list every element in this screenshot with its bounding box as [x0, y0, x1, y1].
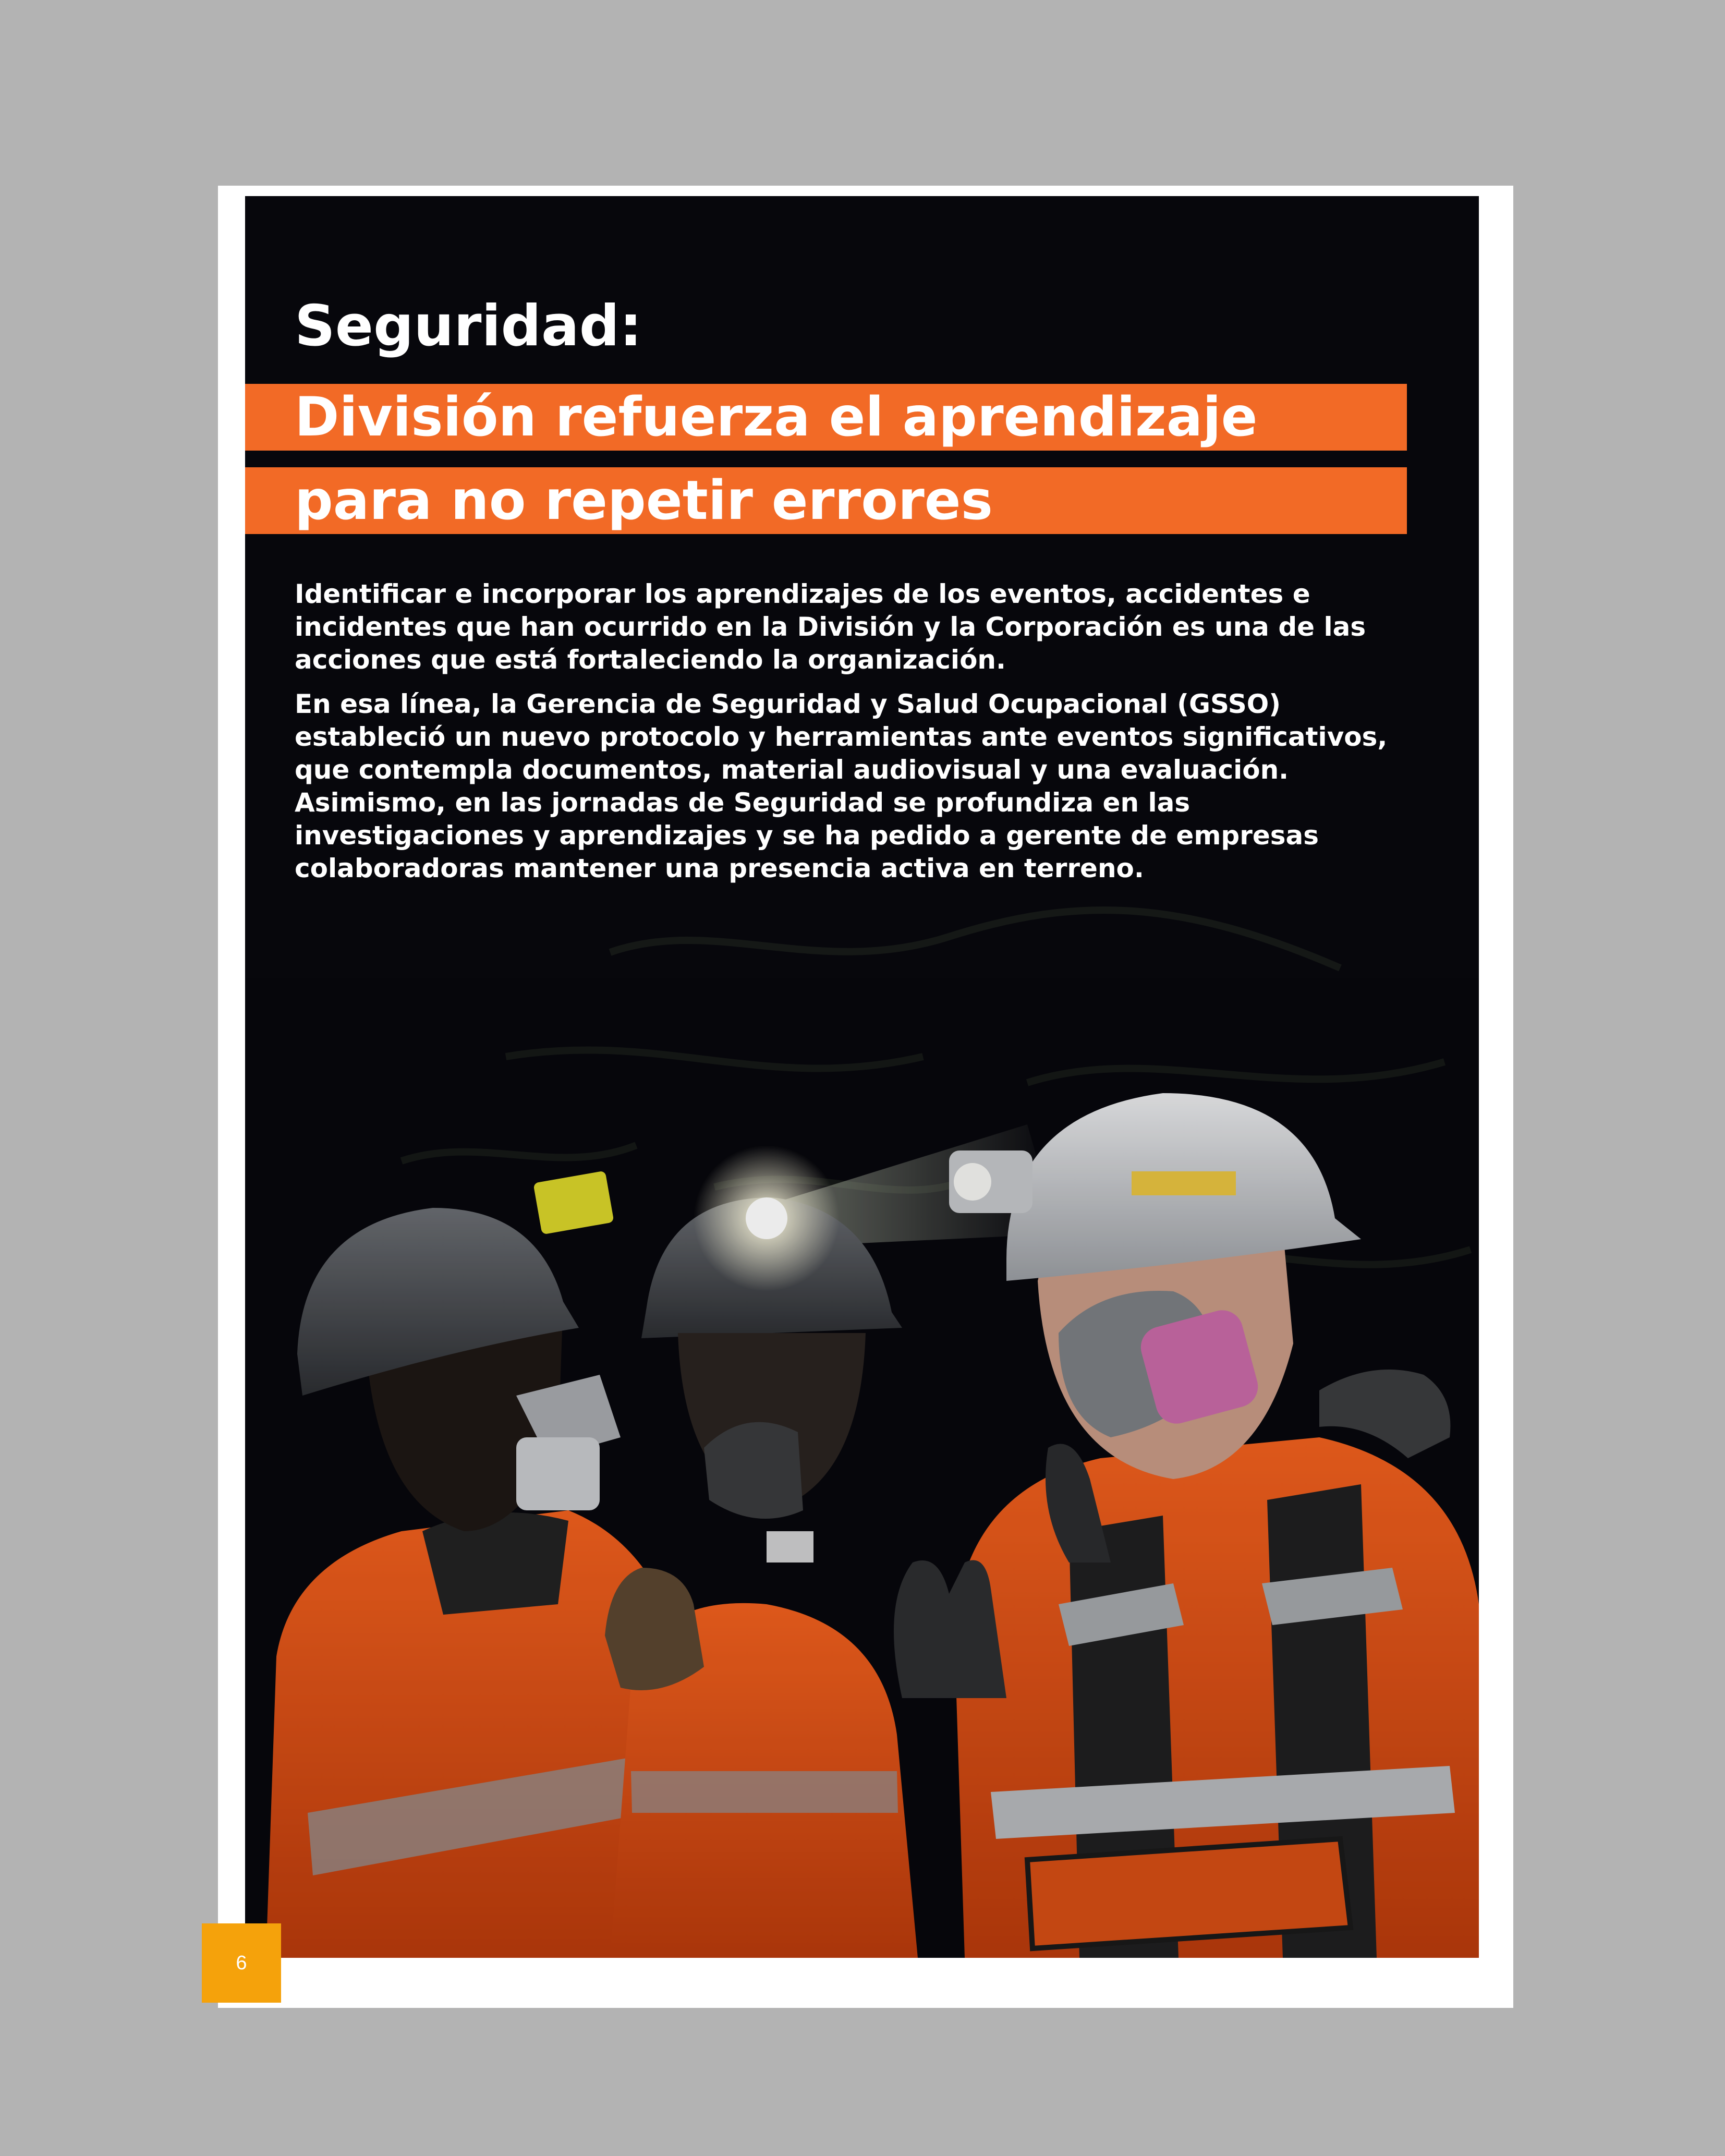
- section-kicker: Seguridad:: [295, 294, 642, 359]
- article-panel: [245, 196, 1479, 1958]
- headline-line-1: División refuerza el aprendizaje: [295, 386, 1258, 449]
- page-number-badge: 6: [202, 1923, 281, 2003]
- article-body: [295, 578, 1390, 897]
- headline-line-2: para no repetir errores: [295, 469, 993, 532]
- title-band-1: [245, 384, 1407, 451]
- title-band-2: [245, 467, 1407, 534]
- body-paragraph-2: En esa línea, la Gerencia de Seguridad y Salud Ocupacional (GSSO) estableció un nuevo protocolo y herramientas ante eventos significativos, que contempla documentos, material audiovisual y una evaluación. Asimismo, en las jornadas de Seguridad se profundiza en las investigaciones y aprendizajes y se ha pedido a gerente de empresas colaboradoras mantener una presencia activa en terreno.: [295, 689, 1388, 883]
- miners-photo: [245, 196, 1479, 1958]
- body-paragraph-1: Identificar e incorporar los aprendizajes de los eventos, accidentes e incidentes que han ocurrido en la División y la Corporación es una de las acciones que está fortaleciendo la organización.: [295, 579, 1366, 675]
- document-page: [218, 186, 1513, 2008]
